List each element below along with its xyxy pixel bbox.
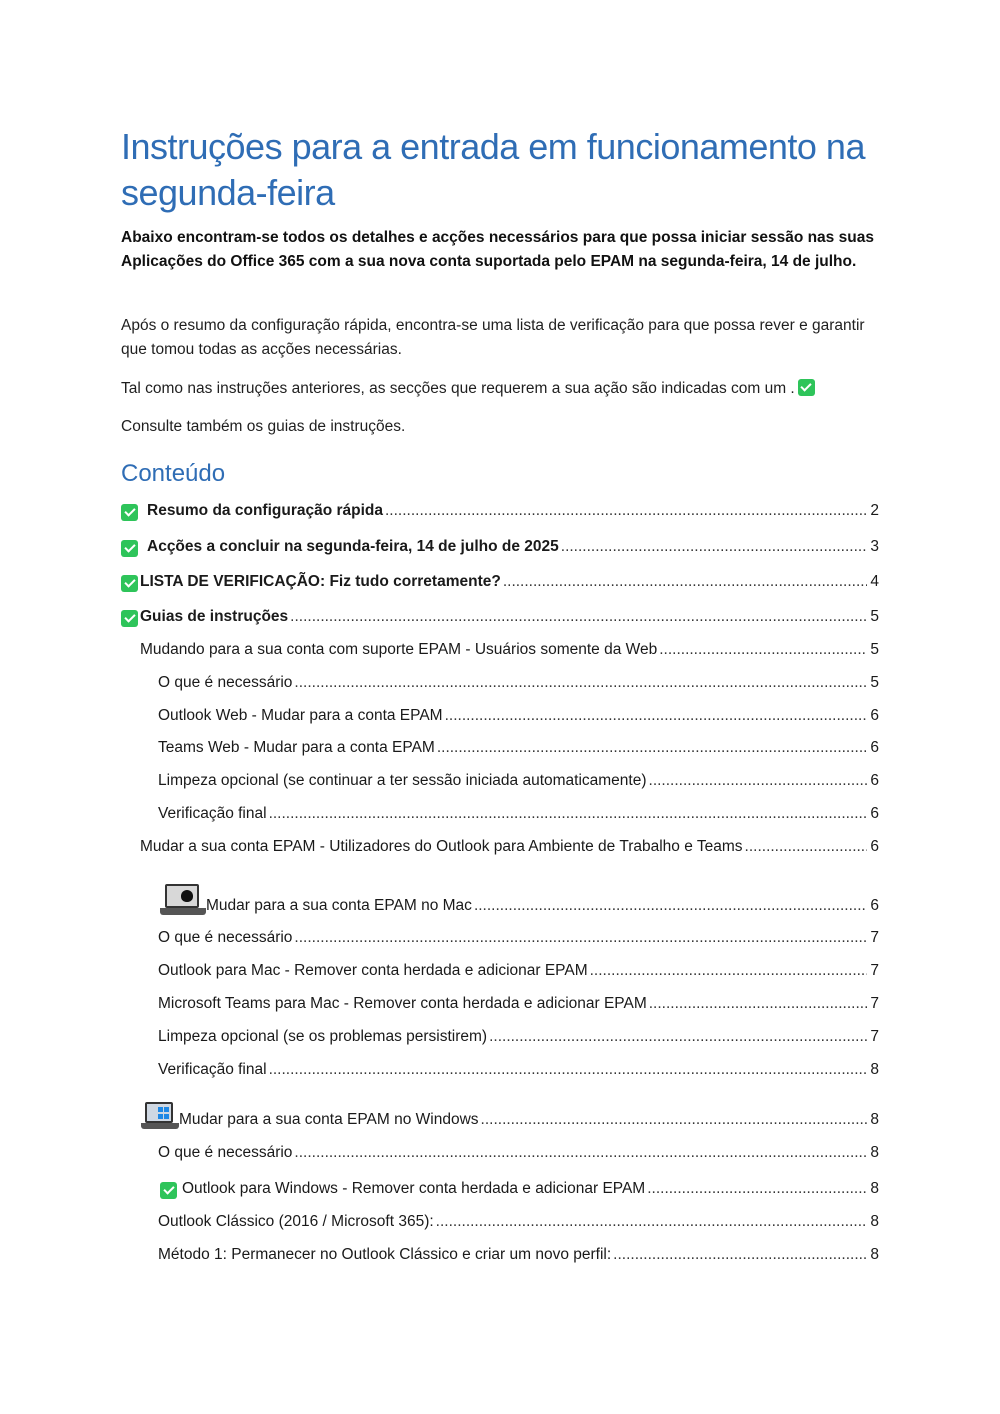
toc-page-number: 7: [870, 929, 879, 946]
toc-entry-outlook-web[interactable]: [158, 704, 879, 726]
check-icon: [121, 610, 138, 627]
toc-page-number: 7: [870, 1028, 879, 1045]
toc-page-number: 6: [870, 805, 879, 822]
toc-leader-dots: [445, 706, 867, 726]
toc-entry-label: Mudar a sua conta EPAM - Utilizadores do Outlook para Ambiente de Trabalho e Teams: [140, 838, 743, 855]
toc-entry-teams-web[interactable]: [158, 736, 879, 758]
toc-leader-dots: [489, 1027, 867, 1047]
toc-entry-teams-mac[interactable]: [158, 992, 879, 1014]
toc-entry-requirements-mac[interactable]: [158, 926, 879, 948]
toc-entry-label: Limpeza opcional (se os problemas persistirem): [158, 1028, 488, 1045]
toc-entry-label: Método 1: Permanecer no Outlook Clássico e criar um novo perfil:: [158, 1246, 612, 1263]
toc-entry-web-users[interactable]: [140, 638, 879, 660]
toc-page-number: 6: [870, 897, 879, 914]
toc-entry-label: Acções a concluir na segunda-feira, 14 de julho de 2025: [147, 538, 559, 555]
toc-leader-dots: [290, 607, 867, 627]
toc-leader-dots: [294, 673, 867, 693]
toc-leader-dots: [474, 896, 867, 916]
toc-entry-label: Mudar para a sua conta EPAM no Windows: [179, 1111, 479, 1128]
toc-leader-dots: [745, 837, 867, 857]
toc-entry-method-1[interactable]: [158, 1243, 879, 1265]
toc-page-number: 8: [870, 1180, 879, 1197]
toc-entry-optional-cleanup-web[interactable]: [158, 769, 879, 791]
toc-entry-optional-cleanup-mac[interactable]: [158, 1025, 879, 1047]
toc-page-number: 6: [870, 838, 879, 855]
action-marker-text: Tal como nas instruções anteriores, as secções que requerem a sua ação são indicadas com um .: [121, 380, 795, 397]
toc-entry-final-check-web[interactable]: [158, 802, 879, 824]
toc-entry-label: O que é necessário: [158, 929, 293, 946]
toc-entry-label: Resumo da configuração rápida: [147, 502, 383, 519]
toc-page-number: 5: [870, 641, 879, 658]
toc-entry-label: LISTA DE VERIFICAÇÃO: Fiz tudo corretamente?: [140, 573, 501, 590]
toc-entry-label: Outlook para Windows - Remover conta herdada e adicionar EPAM: [182, 1180, 646, 1197]
toc-leader-dots: [294, 1143, 867, 1163]
toc-entry-outlook-windows[interactable]: [160, 1177, 879, 1199]
toc-entry-guias[interactable]: [121, 605, 879, 627]
toc-page-number: 8: [870, 1061, 879, 1078]
toc-entry-requirements-web[interactable]: [158, 671, 879, 693]
windows-laptop-icon: [141, 1102, 179, 1130]
document-title: Instruções para a entrada em funcionamento na segunda-feira: [121, 126, 865, 213]
action-marker-paragraph: [121, 377, 891, 401]
toc-entry-label: Teams Web - Mudar para a conta EPAM: [158, 739, 435, 756]
toc-leader-dots: [437, 738, 867, 758]
toc-leader-dots: [269, 804, 867, 824]
toc-leader-dots: [647, 1179, 867, 1199]
toc-leader-dots: [561, 537, 867, 557]
toc-leader-dots: [613, 1245, 867, 1265]
toc-page-number: 5: [870, 674, 879, 691]
toc-entry-label: Outlook Clássico (2016 / Microsoft 365):: [158, 1213, 434, 1230]
toc-page-number: 2: [870, 502, 879, 519]
toc-entry-label: Mudando para a sua conta com suporte EPAM - Usuários somente da Web: [140, 641, 658, 658]
toc-page-number: 4: [870, 573, 879, 590]
toc-page-number: 6: [870, 739, 879, 756]
toc-entry-label: O que é necessário: [158, 674, 293, 691]
toc-page-number: 6: [870, 772, 879, 789]
toc-leader-dots: [590, 961, 867, 981]
guides-paragraph: Consulte também os guias de instruções.: [121, 418, 406, 435]
toc-entry-windows[interactable]: [141, 1092, 879, 1130]
toc-leader-dots: [294, 928, 867, 948]
toc-entry-final-check-mac[interactable]: [158, 1058, 879, 1080]
toc-leader-dots: [269, 1060, 867, 1080]
intro-paragraph: Abaixo encontram-se todos os detalhes e acções necessários para que possa iniciar sessão nas suas Aplicações do Office 365 com a sua nova conta suportada pelo EPAM na segunda-feira, 14 de julho.: [121, 229, 874, 270]
check-icon: [121, 504, 138, 521]
toc-entry-label: Outlook para Mac - Remover conta herdada e adicionar EPAM: [158, 962, 588, 979]
check-icon: [160, 1182, 177, 1199]
toc-leader-dots: [649, 994, 867, 1014]
toc-entry-label: Limpeza opcional (se continuar a ter sessão iniciada automaticamente): [158, 772, 647, 789]
toc-entry-requirements-windows[interactable]: [158, 1141, 879, 1163]
summary-paragraph: Após o resumo da configuração rápida, encontra-se uma lista de verificação para que possa rever e garantir que tomou todas as acções necessárias.: [121, 317, 865, 358]
toc-entry-outlook-classic[interactable]: [158, 1210, 879, 1232]
toc-entry-label: Mudar para a sua conta EPAM no Mac: [206, 897, 472, 914]
toc-page-number: 5: [870, 608, 879, 625]
toc-heading: Conteúdo: [121, 460, 226, 487]
toc-leader-dots: [436, 1212, 867, 1232]
toc-entry-checklist[interactable]: [121, 570, 879, 592]
toc-entry-resumo[interactable]: [121, 499, 879, 521]
toc-page-number: 7: [870, 962, 879, 979]
check-icon: [121, 540, 138, 557]
toc-page-number: 8: [870, 1111, 879, 1128]
toc-leader-dots: [503, 572, 867, 592]
toc-entry-label: Outlook Web - Mudar para a conta EPAM: [158, 707, 443, 724]
toc-leader-dots: [385, 501, 867, 521]
toc-page-number: 8: [870, 1213, 879, 1230]
toc-entry-label: Guias de instruções: [140, 608, 289, 625]
toc-entry-label: Verificação final: [158, 805, 267, 822]
toc-leader-dots: [649, 771, 867, 791]
toc-page-number: 3: [870, 538, 879, 555]
toc-page-number: 7: [870, 995, 879, 1012]
check-icon: [121, 575, 138, 592]
toc-entry-label: Microsoft Teams para Mac - Remover conta herdada e adicionar EPAM: [158, 995, 647, 1012]
toc-entry-label: Verificação final: [158, 1061, 267, 1078]
toc-page-number: 8: [870, 1144, 879, 1161]
toc-entry-outlook-mac[interactable]: [158, 959, 879, 981]
toc-entry-accoes[interactable]: [121, 535, 879, 557]
mac-laptop-icon: [160, 884, 206, 916]
check-icon: [798, 379, 815, 396]
toc-leader-dots: [481, 1110, 867, 1130]
toc-leader-dots: [659, 640, 867, 660]
toc-entry-desktop-users[interactable]: [140, 835, 879, 857]
toc-page-number: 8: [870, 1246, 879, 1263]
toc-entry-label: O que é necessário: [158, 1144, 293, 1161]
toc-entry-mac[interactable]: [160, 872, 879, 916]
toc-page-number: 6: [870, 707, 879, 724]
